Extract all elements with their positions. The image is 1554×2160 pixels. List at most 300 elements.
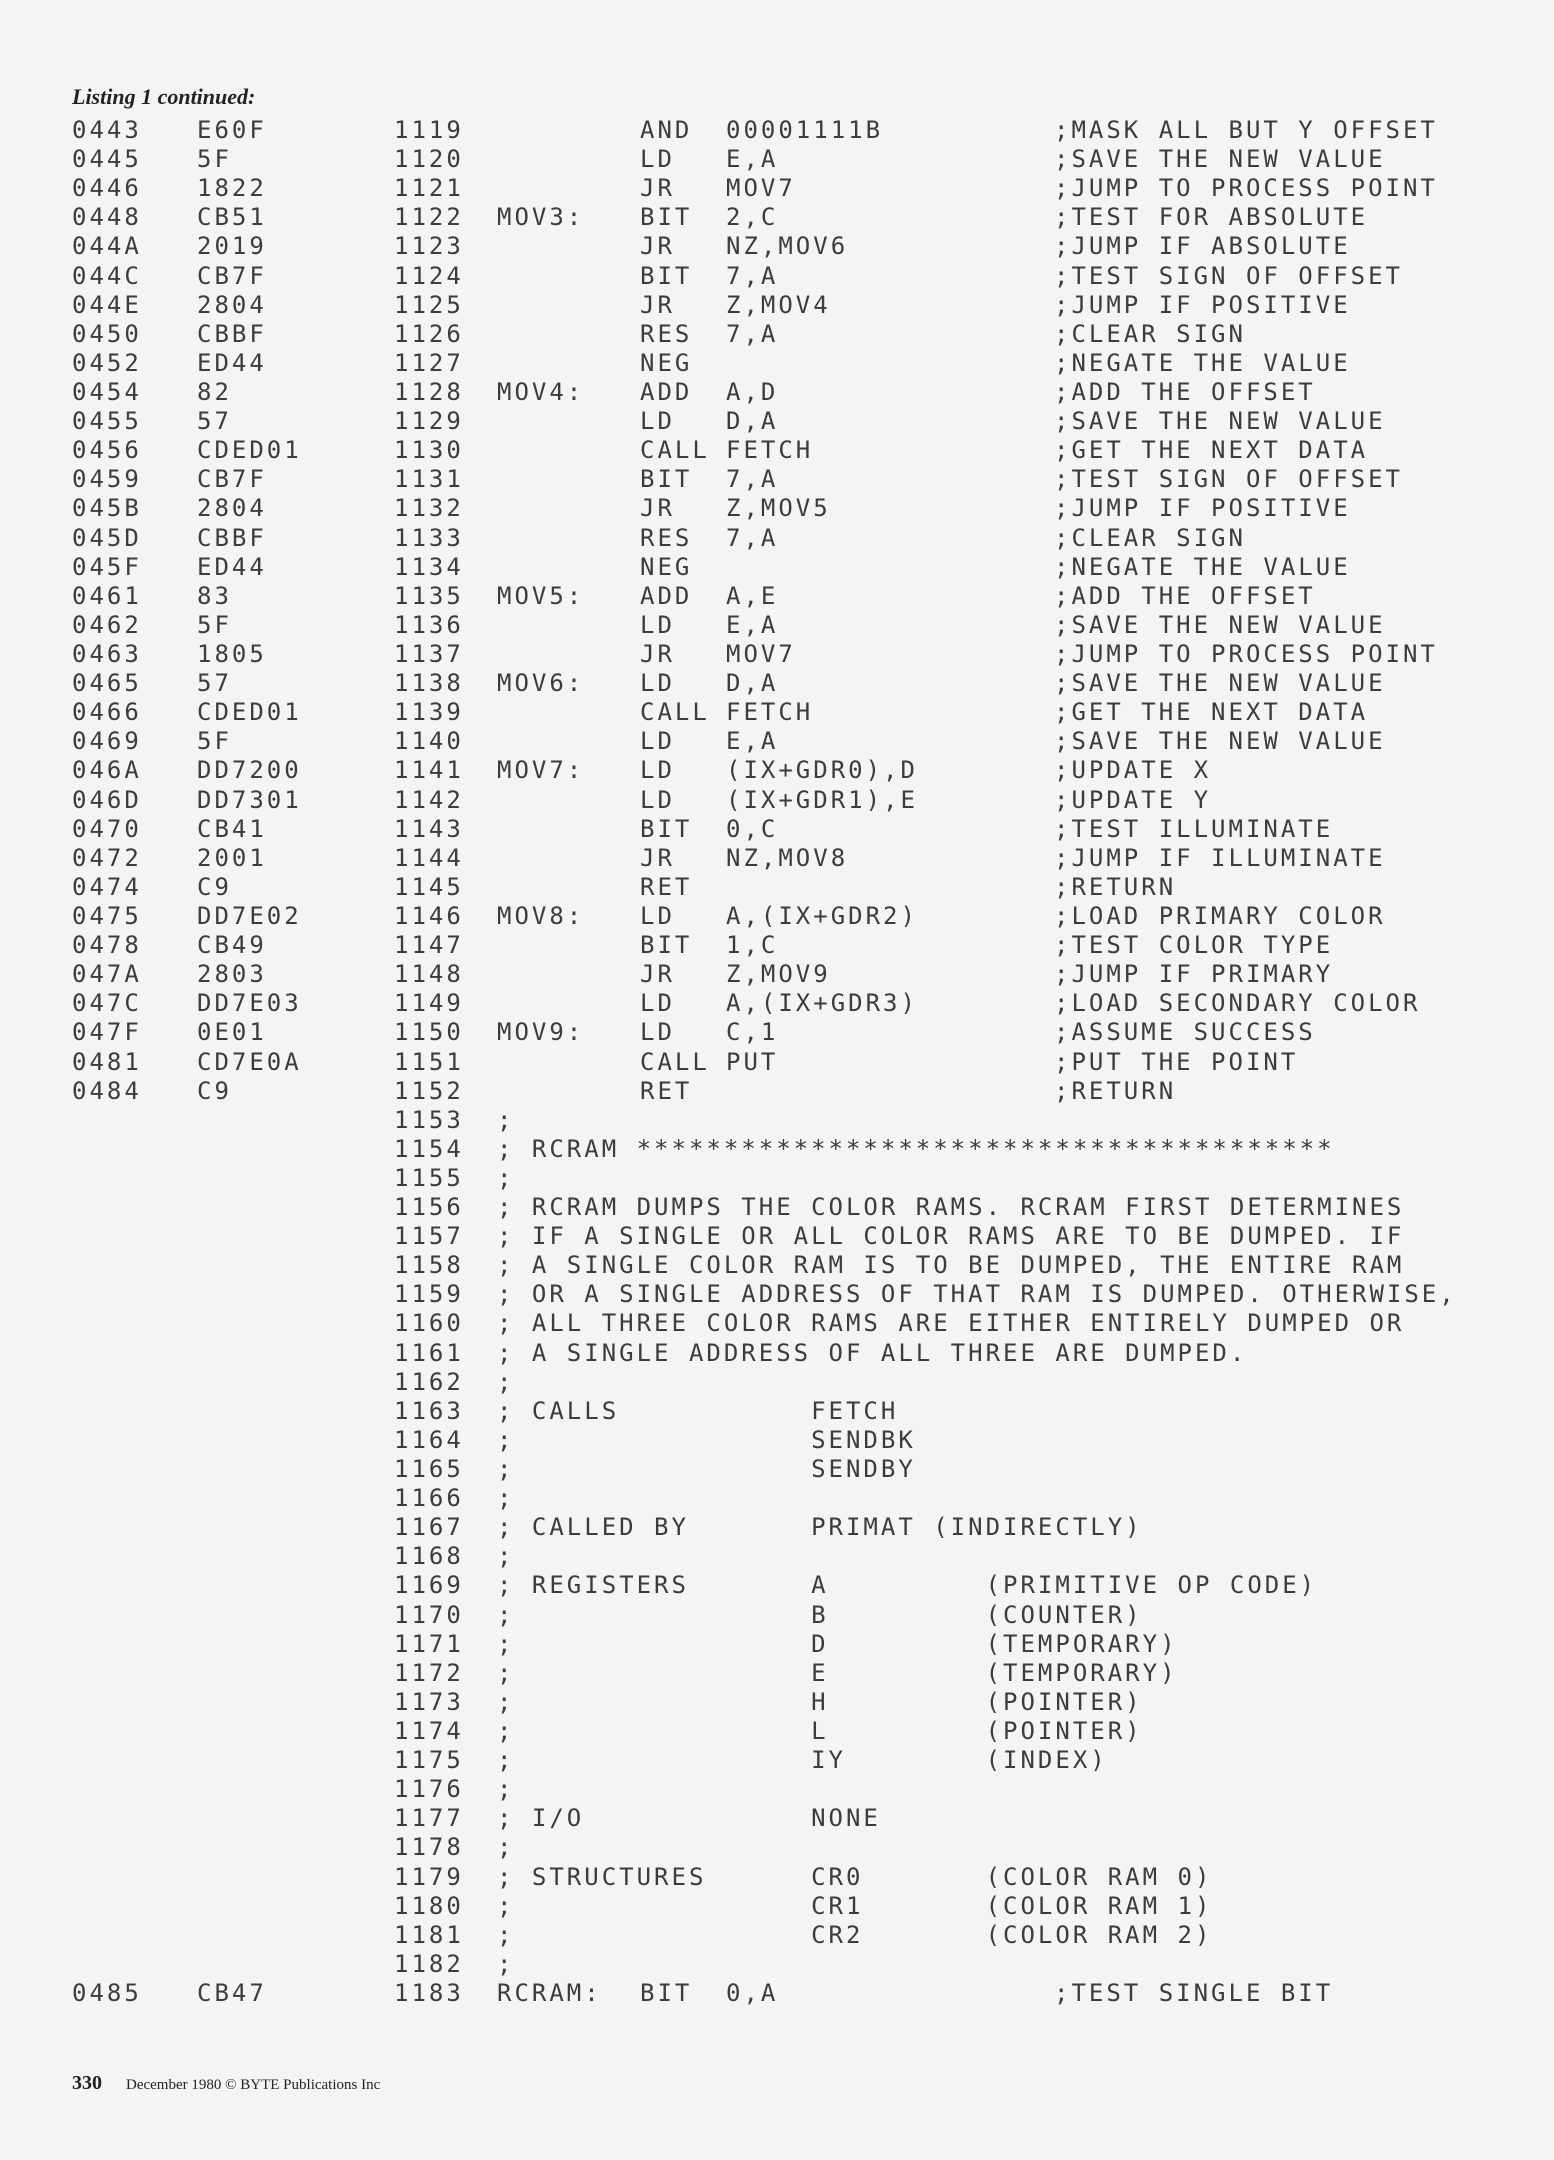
object-code: CB7F — [197, 465, 267, 494]
comment: ;GET THE NEXT DATA — [1054, 436, 1369, 465]
address: 0448 — [72, 203, 142, 232]
operand: FETCH — [726, 698, 814, 727]
listing-line — [0, 611, 1554, 640]
line-number: 1165 — [394, 1455, 464, 1484]
listing-line — [0, 262, 1554, 291]
label: MOV8: — [497, 901, 585, 930]
comment-text: ; A SINGLE ADDRESS OF ALL THREE ARE DUMPED. — [497, 1338, 1248, 1367]
comment: ;ADD THE OFFSET — [1054, 581, 1316, 610]
line-number: 1140 — [394, 727, 464, 756]
operand: 7,A — [726, 523, 779, 552]
comment: ;ASSUME SUCCESS — [1054, 1018, 1316, 1047]
comment-text: ; I/O NONE — [497, 1804, 881, 1833]
line-number: 1166 — [394, 1484, 464, 1513]
line-number: 1128 — [394, 377, 464, 406]
opcode: RET — [640, 1076, 693, 1105]
opcode: JR — [640, 174, 675, 203]
listing-line — [0, 1571, 1554, 1600]
listing-line — [0, 727, 1554, 756]
line-number: 1125 — [394, 290, 464, 319]
label: MOV7: — [497, 756, 585, 785]
address: 0452 — [72, 348, 142, 377]
listing-line — [0, 1746, 1554, 1775]
line-number: 1141 — [394, 756, 464, 785]
listing-line — [0, 669, 1554, 698]
listing-line — [0, 902, 1554, 931]
operand: A,(IX+GDR2) — [726, 901, 918, 930]
line-number: 1175 — [394, 1746, 464, 1775]
address: 045F — [72, 552, 142, 581]
listing-line — [0, 1775, 1554, 1804]
operand: 0,C — [726, 814, 779, 843]
listing-line — [0, 291, 1554, 320]
listing-line — [0, 1804, 1554, 1833]
line-number: 1162 — [394, 1367, 464, 1396]
line-number: 1169 — [394, 1571, 464, 1600]
object-code: CDED01 — [197, 436, 302, 465]
listing-line — [0, 1222, 1554, 1251]
listing-line — [0, 553, 1554, 582]
label: MOV3: — [497, 203, 585, 232]
line-number: 1137 — [394, 639, 464, 668]
line-number: 1139 — [394, 698, 464, 727]
listing-line — [0, 1048, 1554, 1077]
comment: ;ADD THE OFFSET — [1054, 377, 1316, 406]
line-number: 1159 — [394, 1280, 464, 1309]
line-number: 1123 — [394, 232, 464, 261]
comment: ;JUMP IF ILLUMINATE — [1054, 843, 1386, 872]
listing-line — [0, 116, 1554, 145]
listing-line — [0, 1659, 1554, 1688]
comment-text: ; SENDBY — [497, 1455, 916, 1484]
comment: ;PUT THE POINT — [1054, 1047, 1299, 1076]
line-number: 1167 — [394, 1513, 464, 1542]
publication-credit: December 1980 © BYTE Publications Inc — [126, 2077, 381, 2093]
opcode: RES — [640, 523, 693, 552]
address: 0459 — [72, 465, 142, 494]
opcode: AND — [640, 116, 693, 144]
opcode: CALL — [640, 1047, 710, 1076]
line-number: 1120 — [394, 145, 464, 174]
address: 0461 — [72, 581, 142, 610]
comment-text: ; IY (INDEX) — [497, 1746, 1108, 1775]
comment-text: ; CALLED BY PRIMAT (INDIRECTLY) — [497, 1513, 1143, 1542]
address: 0454 — [72, 377, 142, 406]
object-code: ED44 — [197, 348, 267, 377]
line-number: 1178 — [394, 1833, 464, 1862]
address: 045B — [72, 494, 142, 523]
listing-line — [0, 989, 1554, 1018]
line-number: 1130 — [394, 436, 464, 465]
operand: D,A — [726, 407, 779, 436]
object-code: 0E01 — [197, 1018, 267, 1047]
label: MOV6: — [497, 669, 585, 698]
line-number: 1161 — [394, 1338, 464, 1367]
listing-line — [0, 1018, 1554, 1047]
opcode: BIT — [640, 261, 693, 290]
line-number: 1174 — [394, 1717, 464, 1746]
operand: 7,A — [726, 319, 779, 348]
line-number: 1150 — [394, 1018, 464, 1047]
line-number: 1133 — [394, 523, 464, 552]
listing-line — [0, 873, 1554, 902]
address: 0484 — [72, 1076, 142, 1105]
comment-text: ; — [497, 1367, 515, 1396]
address: 0450 — [72, 319, 142, 348]
line-number: 1145 — [394, 872, 464, 901]
comment-text: ; SENDBK — [497, 1425, 916, 1454]
label: MOV4: — [497, 377, 585, 406]
listing-line — [0, 1484, 1554, 1513]
line-number: 1160 — [394, 1309, 464, 1338]
address: 0443 — [72, 116, 142, 144]
listing-line — [0, 1601, 1554, 1630]
line-number: 1144 — [394, 843, 464, 872]
operand: A,D — [726, 377, 779, 406]
listing-line — [0, 815, 1554, 844]
opcode: ADD — [640, 581, 693, 610]
opcode: JR — [640, 232, 675, 261]
opcode: LD — [640, 901, 675, 930]
opcode: LD — [640, 610, 675, 639]
operand: D,A — [726, 669, 779, 698]
object-code: CB51 — [197, 203, 267, 232]
listing-line — [0, 1979, 1554, 2008]
operand: 2,C — [726, 203, 779, 232]
opcode: CALL — [640, 698, 710, 727]
line-number: 1173 — [394, 1687, 464, 1716]
opcode: LD — [640, 989, 675, 1018]
comment: ;RETURN — [1054, 872, 1177, 901]
listing-line — [0, 1455, 1554, 1484]
comment: ;TEST COLOR TYPE — [1054, 931, 1334, 960]
object-code: 1822 — [197, 174, 267, 203]
line-number: 1131 — [394, 465, 464, 494]
address: 0481 — [72, 1047, 142, 1076]
address: 0455 — [72, 407, 142, 436]
comment: ;GET THE NEXT DATA — [1054, 698, 1369, 727]
line-number: 1127 — [394, 348, 464, 377]
line-number: 1157 — [394, 1222, 464, 1251]
line-number: 1138 — [394, 669, 464, 698]
line-number: 1122 — [394, 203, 464, 232]
opcode: BIT — [640, 1979, 693, 2007]
comment: ;LOAD SECONDARY COLOR — [1054, 989, 1421, 1018]
comment: ;MASK ALL BUT Y OFFSET — [1054, 116, 1438, 144]
listing-line — [0, 1950, 1554, 1979]
line-number: 1147 — [394, 931, 464, 960]
line-number: 1179 — [394, 1862, 464, 1891]
operand: 7,A — [726, 465, 779, 494]
object-code: 5F — [197, 727, 232, 756]
object-code: DD7301 — [197, 785, 302, 814]
object-code: 57 — [197, 407, 232, 436]
opcode: LD — [640, 727, 675, 756]
listing-line — [0, 145, 1554, 174]
listing-line — [0, 1164, 1554, 1193]
comment-text: ; IF A SINGLE OR ALL COLOR RAMS ARE TO BE DUMPED. IF — [497, 1222, 1405, 1251]
line-number: 1134 — [394, 552, 464, 581]
object-code: CB47 — [197, 1979, 267, 2007]
comment-text: ; L (POINTER) — [497, 1717, 1143, 1746]
listing-line — [0, 1513, 1554, 1542]
comment: ;UPDATE X — [1054, 756, 1212, 785]
operand: MOV7 — [726, 174, 796, 203]
address: 0462 — [72, 610, 142, 639]
page-number: 330 — [72, 2072, 102, 2094]
address: 0474 — [72, 872, 142, 901]
operand: Z,MOV4 — [726, 290, 831, 319]
opcode: BIT — [640, 465, 693, 494]
object-code: DD7200 — [197, 756, 302, 785]
object-code: 5F — [197, 145, 232, 174]
comment-text: ; — [497, 1542, 515, 1571]
opcode: JR — [640, 290, 675, 319]
object-code: CB7F — [197, 261, 267, 290]
opcode: JR — [640, 639, 675, 668]
listing-line — [0, 640, 1554, 669]
comment: ;RETURN — [1054, 1076, 1177, 1105]
operand: C,1 — [726, 1018, 779, 1047]
line-number: 1164 — [394, 1425, 464, 1454]
listing-line — [0, 1339, 1554, 1368]
listing-line — [0, 494, 1554, 523]
line-number: 1121 — [394, 174, 464, 203]
comment-text: ; — [497, 1163, 515, 1192]
address: 0470 — [72, 814, 142, 843]
comment: ;CLEAR SIGN — [1054, 319, 1246, 348]
listing-line — [0, 1251, 1554, 1280]
listing-line — [0, 756, 1554, 785]
listing-line — [0, 1426, 1554, 1455]
comment-text: ; REGISTERS A (PRIMITIVE OP CODE) — [497, 1571, 1318, 1600]
comment-text: ; — [497, 1775, 515, 1804]
comment-text: ; CALLS FETCH — [497, 1396, 899, 1425]
opcode: RES — [640, 319, 693, 348]
listing-line — [0, 1309, 1554, 1338]
address: 0446 — [72, 174, 142, 203]
operand: A,E — [726, 581, 779, 610]
listing-line — [0, 232, 1554, 261]
opcode: LD — [640, 756, 675, 785]
listing-line — [0, 349, 1554, 378]
address: 0475 — [72, 901, 142, 930]
address: 0466 — [72, 698, 142, 727]
object-code: CBBF — [197, 319, 267, 348]
listing-line — [0, 582, 1554, 611]
line-number: 1168 — [394, 1542, 464, 1571]
line-number: 1172 — [394, 1658, 464, 1687]
listing-line — [0, 786, 1554, 815]
operand: E,A — [726, 727, 779, 756]
operand: FETCH — [726, 436, 814, 465]
comment-text: ; RCRAM **************************************** — [497, 1134, 1335, 1163]
listing-line — [0, 174, 1554, 203]
comment: ;SAVE THE NEW VALUE — [1054, 610, 1386, 639]
line-number: 1148 — [394, 960, 464, 989]
address: 047F — [72, 1018, 142, 1047]
line-number: 1181 — [394, 1920, 464, 1949]
comment-text: ; E (TEMPORARY) — [497, 1658, 1178, 1687]
page-footer — [72, 2072, 380, 2095]
line-number: 1151 — [394, 1047, 464, 1076]
address: 047A — [72, 960, 142, 989]
line-number: 1152 — [394, 1076, 464, 1105]
address: 044C — [72, 261, 142, 290]
operand: 7,A — [726, 261, 779, 290]
operand: A,(IX+GDR3) — [726, 989, 918, 1018]
object-code: 57 — [197, 669, 232, 698]
object-code: CDED01 — [197, 698, 302, 727]
comment-text: ; CR1 (COLOR RAM 1) — [497, 1891, 1213, 1920]
address: 044A — [72, 232, 142, 261]
comment-text: ; STRUCTURES CR0 (COLOR RAM 0) — [497, 1862, 1213, 1891]
line-number: 1177 — [394, 1804, 464, 1833]
comment-text: ; CR2 (COLOR RAM 2) — [497, 1920, 1213, 1949]
object-code: ED44 — [197, 552, 267, 581]
line-number: 1158 — [394, 1251, 464, 1280]
comment: ;TEST SIGN OF OFFSET — [1054, 465, 1403, 494]
opcode: LD — [640, 669, 675, 698]
operand: PUT — [726, 1047, 779, 1076]
line-number: 1136 — [394, 610, 464, 639]
address: 0445 — [72, 145, 142, 174]
opcode: JR — [640, 960, 675, 989]
listing-line — [0, 1542, 1554, 1571]
listing-line — [0, 465, 1554, 494]
object-code: DD7E02 — [197, 901, 302, 930]
listing-line — [0, 844, 1554, 873]
line-number: 1154 — [394, 1134, 464, 1163]
operand: NZ,MOV8 — [726, 843, 849, 872]
line-number: 1183 — [394, 1979, 464, 2007]
comment-text: ; A SINGLE COLOR RAM IS TO BE DUMPED, THE ENTIRE RAM — [497, 1251, 1405, 1280]
listing-line — [0, 1892, 1554, 1921]
opcode: JR — [640, 494, 675, 523]
listing-line — [0, 698, 1554, 727]
operand: Z,MOV5 — [726, 494, 831, 523]
object-code: 2001 — [197, 843, 267, 872]
object-code: C9 — [197, 872, 232, 901]
comment: ;NEGATE THE VALUE — [1054, 552, 1351, 581]
listing-caption: Listing 1 continued: — [72, 84, 256, 109]
line-number: 1155 — [394, 1163, 464, 1192]
opcode: BIT — [640, 931, 693, 960]
line-number: 1180 — [394, 1891, 464, 1920]
listing-line — [0, 203, 1554, 232]
operand: E,A — [726, 145, 779, 174]
address: 044E — [72, 290, 142, 319]
line-number: 1176 — [394, 1775, 464, 1804]
opcode: JR — [640, 843, 675, 872]
operand: NZ,MOV6 — [726, 232, 849, 261]
comment: ;TEST FOR ABSOLUTE — [1054, 203, 1369, 232]
comment: ;NEGATE THE VALUE — [1054, 348, 1351, 377]
object-code: 2803 — [197, 960, 267, 989]
line-number: 1149 — [394, 989, 464, 1018]
line-number: 1124 — [394, 261, 464, 290]
object-code: CD7E0A — [197, 1047, 302, 1076]
line-number: 1119 — [394, 116, 464, 144]
address: 046A — [72, 756, 142, 785]
object-code: 1805 — [197, 639, 267, 668]
object-code: 82 — [197, 377, 232, 406]
listing-line — [0, 1833, 1554, 1862]
listing-line — [0, 524, 1554, 553]
line-number: 1163 — [394, 1396, 464, 1425]
comment: ;TEST SIGN OF OFFSET — [1054, 261, 1403, 290]
opcode: BIT — [640, 814, 693, 843]
comment: ;TEST ILLUMINATE — [1054, 814, 1334, 843]
opcode: LD — [640, 407, 675, 436]
comment: ;JUMP TO PROCESS POINT — [1054, 174, 1438, 203]
label: MOV5: — [497, 581, 585, 610]
listing-line — [0, 1717, 1554, 1746]
comment: ;SAVE THE NEW VALUE — [1054, 727, 1386, 756]
operand: Z,MOV9 — [726, 960, 831, 989]
opcode: RET — [640, 872, 693, 901]
line-number: 1171 — [394, 1629, 464, 1658]
opcode: ADD — [640, 377, 693, 406]
line-number: 1132 — [394, 494, 464, 523]
comment-text: ; ALL THREE COLOR RAMS ARE EITHER ENTIRELY DUMPED OR — [497, 1309, 1405, 1338]
comment-text: ; — [497, 1833, 515, 1862]
listing-line — [0, 378, 1554, 407]
line-number: 1170 — [394, 1600, 464, 1629]
comment: ;SAVE THE NEW VALUE — [1054, 407, 1386, 436]
listing-line — [0, 1397, 1554, 1426]
operand: (IX+GDR1),E — [726, 785, 918, 814]
listing-line — [0, 1135, 1554, 1164]
comment: ;JUMP IF POSITIVE — [1054, 494, 1351, 523]
comment: ;SAVE THE NEW VALUE — [1054, 669, 1386, 698]
address: 0485 — [72, 1979, 142, 2007]
object-code: DD7E03 — [197, 989, 302, 1018]
object-code: E60F — [197, 116, 267, 144]
line-number: 1135 — [394, 581, 464, 610]
operand: 00001111B — [726, 116, 884, 144]
listing-line — [0, 407, 1554, 436]
address: 047C — [72, 989, 142, 1018]
comment: ;TEST SINGLE BIT — [1054, 1979, 1334, 2007]
object-code: CB49 — [197, 931, 267, 960]
listing-line — [0, 320, 1554, 349]
object-code: C9 — [197, 1076, 232, 1105]
opcode: BIT — [640, 203, 693, 232]
listing-line — [0, 1630, 1554, 1659]
listing-line — [0, 1368, 1554, 1397]
comment-text: ; — [497, 1949, 515, 1978]
operand: 0,A — [726, 1979, 779, 2007]
label: RCRAM: — [497, 1979, 602, 2007]
comment-text: ; D (TEMPORARY) — [497, 1629, 1178, 1658]
listing-line — [0, 1863, 1554, 1892]
comment: ;JUMP IF PRIMARY — [1054, 960, 1334, 989]
comment-text: ; H (POINTER) — [497, 1687, 1143, 1716]
address: 0456 — [72, 436, 142, 465]
comment-text: ; — [497, 1105, 515, 1134]
address: 045D — [72, 523, 142, 552]
comment: ;JUMP TO PROCESS POINT — [1054, 639, 1438, 668]
opcode: NEG — [640, 348, 693, 377]
listing-line — [0, 960, 1554, 989]
listing-line — [0, 931, 1554, 960]
listing-line — [0, 1106, 1554, 1135]
opcode: LD — [640, 1018, 675, 1047]
object-code: 2804 — [197, 494, 267, 523]
object-code: 83 — [197, 581, 232, 610]
comment-text: ; B (COUNTER) — [497, 1600, 1143, 1629]
